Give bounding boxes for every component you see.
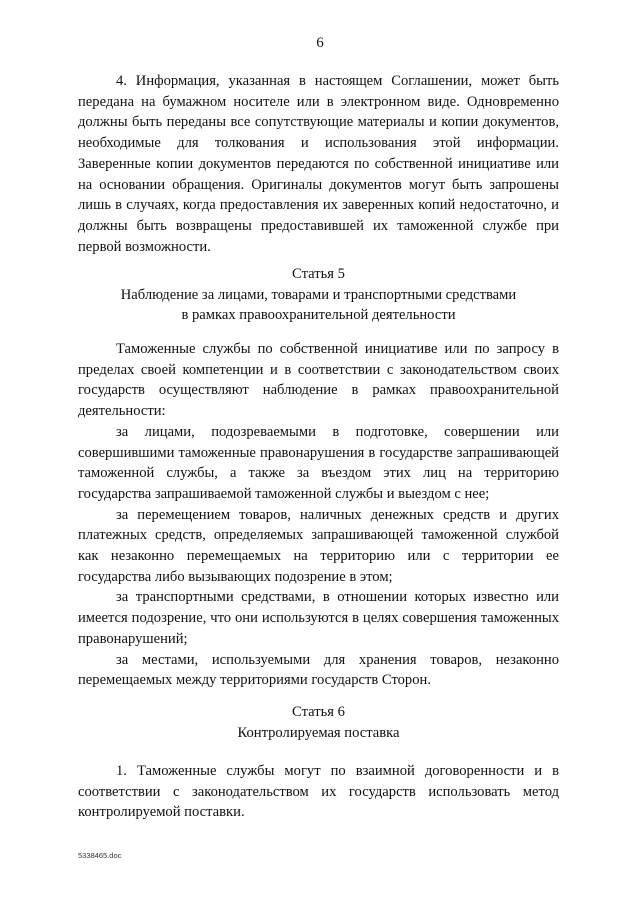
article-6-heading xyxy=(78,702,559,743)
article-6-number: Статья 6 xyxy=(292,704,345,720)
article-5-intro: Таможенные службы по собственной инициативе или по запросу в пределах своей компетенции и в соответствии с законодательством своих государств осуществляют наблюдение в рамках правоохранительной деятельности: xyxy=(78,341,559,420)
footer-filename: 5338465.doc xyxy=(78,851,122,860)
article-5-item-persons: за лицами, подозреваемыми в подготовке, совершении или совершившими таможенные правонарушения в государстве запрашивающей таможенной службы, а также за въездом этих лиц на территорию государства запрашиваемой таможенной службы и выездом с нее; xyxy=(78,423,559,502)
article-5-item-places: за местами, используемыми для хранения товаров, незаконно перемещаемых между территориями государств Сторон. xyxy=(78,651,559,689)
article-5-item-vehicles: за транспортными средствами, в отношении которых известно или имеется подозрение, что они используются в целях совершения таможенных правонарушений; xyxy=(78,589,559,647)
article-6-title: Контролируемая поставка xyxy=(237,724,400,741)
article-5-body xyxy=(78,339,559,691)
article-6-body xyxy=(78,761,559,823)
article-6-paragraph-1: 1. Таможенные службы могут по взаимной договоренности и в соответствии с законодательством их государств использовать метод контролируемой поставки. xyxy=(78,763,559,821)
article-5-title-line-1: Наблюдение за лицами, товарами и транспортными средствами xyxy=(120,286,517,303)
article-5-item-goods: за перемещением товаров, наличных денежных средств и других платежных средств, определяемых запрашивающей таможенной службой как незаконно перемещаемых на территорию или с территории ее государства либо вызывающих подозрение в этом; xyxy=(78,506,559,585)
paragraph-4-block xyxy=(78,71,559,257)
paragraph-4: 4. Информация, указанная в настоящем Соглашении, может быть передана на бумажном носителе или в электронном виде. Одновременно должны быть переданы все сопутствующие материалы и копии документов, необходимые для толкования и использования этой информации. Заверенные копии документов передаются по собственной инициативе или на основании обращения. Оригиналы документов могут быть запрошены лишь в случаях, когда предоставления их заверенных копий недостаточно, и должны быть возвращены предоставившей их таможенной службе при первой возможности. xyxy=(78,73,559,255)
article-5-title-line-2: в рамках правоохранительной деятельности xyxy=(181,307,456,323)
article-5-heading xyxy=(78,264,559,326)
article-5-number: Статья 5 xyxy=(292,266,345,282)
page-number: 6 xyxy=(316,35,324,51)
